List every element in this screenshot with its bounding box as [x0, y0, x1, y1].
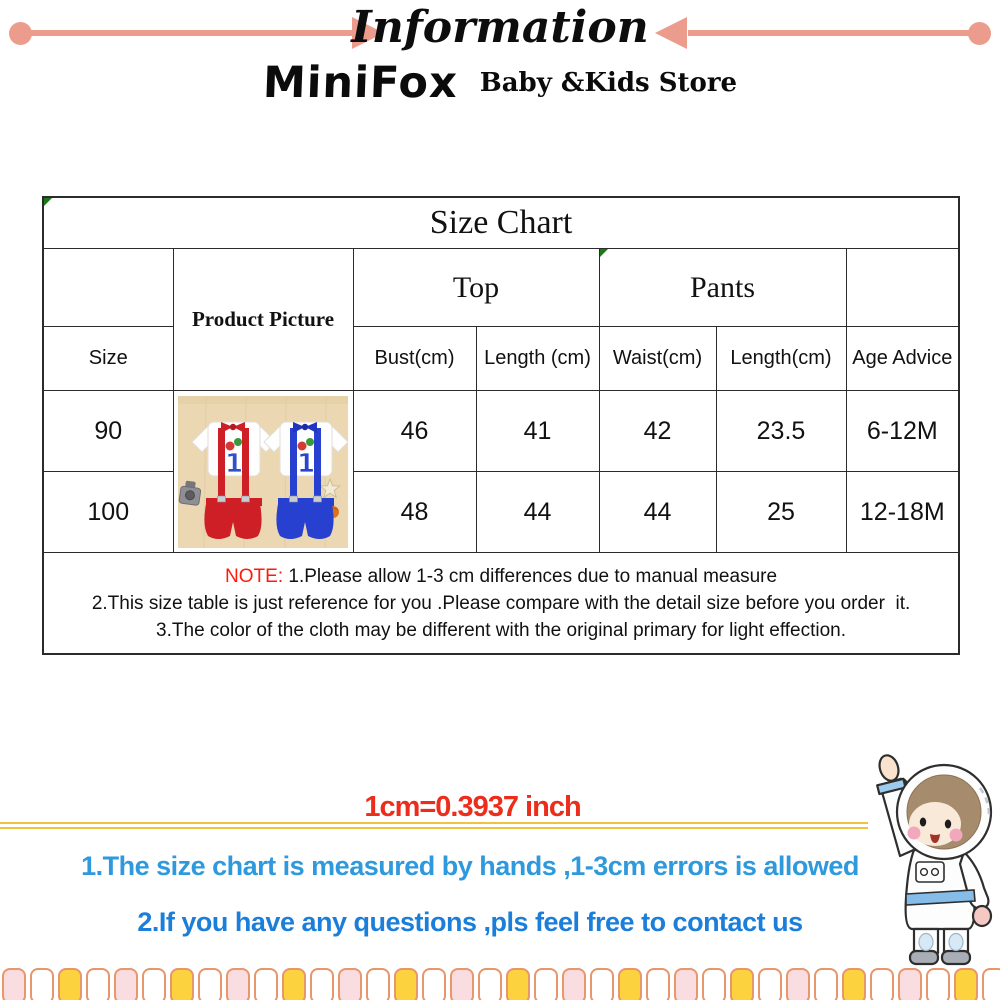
waist-90: 42 — [599, 391, 716, 472]
size-100: 100 — [43, 472, 173, 553]
border-square — [898, 968, 922, 1000]
header-dot-right-icon — [968, 22, 991, 45]
border-square — [786, 968, 810, 1000]
border-square — [702, 968, 726, 1000]
waist-100: 44 — [599, 472, 716, 553]
border-square — [2, 968, 26, 1000]
store-logo-row — [0, 58, 1000, 108]
top-length-90: 41 — [476, 391, 599, 472]
border-square — [366, 968, 390, 1000]
border-square — [338, 968, 362, 1000]
age-100: 12-18M — [846, 472, 959, 553]
pants-group-header: Pants — [599, 249, 846, 327]
border-square — [450, 968, 474, 1000]
astronaut-illustration — [856, 748, 998, 966]
brand-logo: MiniFox — [262, 58, 459, 108]
pants-length-header: Length(cm) — [716, 327, 846, 391]
top-length-100: 44 — [476, 472, 599, 553]
age-90: 6-12M — [846, 391, 959, 472]
product-picture-header: Product Picture — [173, 249, 353, 391]
border-square — [730, 968, 754, 1000]
border-square — [618, 968, 642, 1000]
bust-100: 48 — [353, 472, 476, 553]
border-square — [282, 968, 306, 1000]
border-square — [198, 968, 222, 1000]
bust-header: Bust(cm) — [353, 327, 476, 391]
astronaut-mascot — [856, 748, 998, 966]
border-square — [758, 968, 782, 1000]
border-square — [30, 968, 54, 1000]
tip-contact: 2.If you have any questions ,pls feel free to contact us — [137, 907, 803, 937]
border-square — [842, 968, 866, 1000]
border-square — [422, 968, 446, 1000]
border-square — [86, 968, 110, 1000]
border-square — [394, 968, 418, 1000]
border-square — [562, 968, 586, 1000]
note-cell — [43, 553, 959, 655]
top-group-header: Top — [353, 249, 599, 327]
bottom-border-strip — [0, 968, 1000, 1000]
border-square — [226, 968, 250, 1000]
border-square — [254, 968, 278, 1000]
border-square — [58, 968, 82, 1000]
gold-divider — [0, 822, 868, 829]
cell-empty-right — [846, 249, 959, 327]
pants-length-90: 23.5 — [716, 391, 846, 472]
brand-suffix: Baby &Kids Store — [479, 68, 738, 98]
cell-empty-left — [43, 249, 173, 327]
age-advice-header: Age Advice — [846, 327, 959, 391]
border-square — [310, 968, 334, 1000]
header-line-right — [688, 30, 980, 36]
note-label: NOTE: — [225, 565, 284, 587]
border-square — [814, 968, 838, 1000]
border-square — [646, 968, 670, 1000]
size-header: Size — [43, 327, 173, 391]
excel-corner-marker-icon — [44, 198, 52, 206]
note-line-3: 3.The color of the cloth may be different with the original primary for light effection. — [156, 619, 847, 641]
border-square — [954, 968, 978, 1000]
size-90: 90 — [43, 391, 173, 472]
border-square — [926, 968, 950, 1000]
border-square — [982, 968, 1000, 1000]
border-square — [534, 968, 558, 1000]
pants-length-100: 25 — [716, 472, 846, 553]
header-arrow-left-icon — [655, 17, 687, 49]
border-square — [170, 968, 194, 1000]
size-chart-table — [42, 196, 960, 655]
border-square — [506, 968, 530, 1000]
cm-inch-conversion: 1cm=0.3937 inch — [364, 791, 581, 823]
border-square — [142, 968, 166, 1000]
page-title: Information — [351, 2, 649, 53]
border-square — [478, 968, 502, 1000]
note-text-1: 1.Please allow 1-3 cm differences due to manual measure — [288, 565, 778, 587]
product-photo — [173, 391, 353, 553]
note-line-2: 2.This size table is just reference for you .Please compare with the detail size before you order it. — [91, 592, 911, 614]
bust-90: 46 — [353, 391, 476, 472]
border-square — [114, 968, 138, 1000]
note-line-1 — [44, 563, 958, 590]
border-square — [674, 968, 698, 1000]
size-chart — [42, 196, 958, 655]
svg-text:1: 1 — [296, 448, 316, 479]
border-square — [870, 968, 894, 1000]
top-length-header: Length (cm) — [476, 327, 599, 391]
size-chart-title: Size Chart — [43, 197, 959, 249]
svg-text:1: 1 — [224, 448, 244, 479]
tip-measure: 1.The size chart is measured by hands ,1-3cm errors is allowed — [81, 851, 859, 881]
product-photo-illustration — [178, 396, 348, 548]
border-square — [590, 968, 614, 1000]
excel-corner-marker-icon — [600, 249, 608, 257]
waist-header: Waist(cm) — [599, 327, 716, 391]
